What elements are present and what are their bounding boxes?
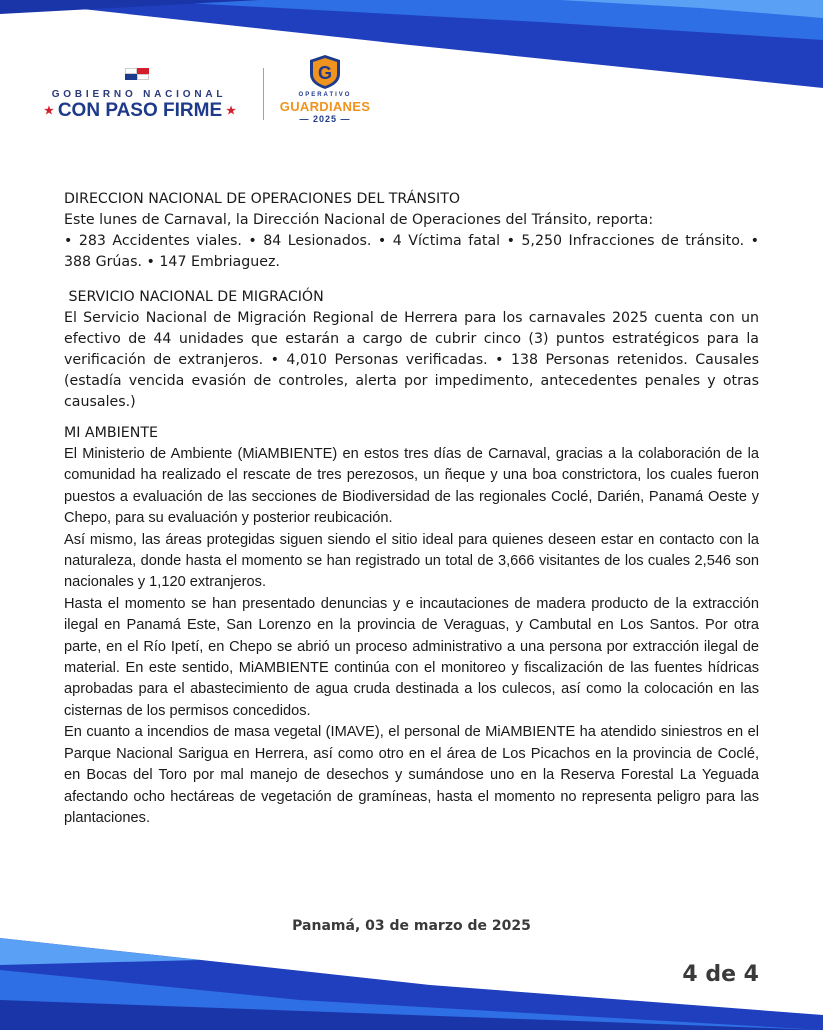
paragraph: Hasta el momento se han presentado denuncias y e incautaciones de madera producto de la extracción ilegal en Panamá Este, San Lorenzo en la provincia de Veraguas, y Cambutal en Los Santos. Por otra parte, en el Río Ipetí, en Chepo se abrió un proceso administrativo a una persona por extracción ilegal de material. En este sentido, MiAMBIENTE continúa con el monitoreo y fiscalización de las fuentes hídricas aprobadas para el abastecimiento de agua cruda destinada a los culecos, así como la colocación en las cisternas de los permisos concedidos. bbox=[64, 595, 759, 719]
logo-divider bbox=[263, 68, 264, 120]
paragraph: En cuanto a incendios de masa vegetal (IMAVE), el personal de MiAMBIENTE ha atendido siniestros en el Parque Nacional Sarigua en Herrera, así como otro en el área de Los Picachos en la provincia de Coclé, en Bocas del Toro por mal manejo de desechos y sumándose uno en la Reserva Forestal La Yeguada afectando ocho hectáreas de vegetación de gramíneas, hasta el momento no representa peligro para las plantaciones. bbox=[64, 724, 759, 826]
section-migracion bbox=[64, 287, 759, 413]
paragraph: Así mismo, las áreas protegidas siguen siendo el sitio ideal para quienes deseen estar en contacto con la naturaleza, donde hasta el momento se han registrado un total de 3,666 visitantes de los cuales 2,546 son nacionales y 1,120 extranjeros. bbox=[64, 531, 759, 591]
con-paso-firme-text bbox=[30, 100, 250, 122]
section-ambiente-heading bbox=[64, 423, 759, 444]
year-label: 2025 bbox=[312, 114, 338, 124]
shield-letter: G bbox=[317, 63, 333, 83]
star-icon: ★ bbox=[43, 105, 54, 118]
document-date: Panamá, 03 de marzo de 2025 bbox=[292, 918, 531, 934]
section-title-ambiente: MI AMBIENTE bbox=[64, 425, 159, 441]
guardianes-shield-icon bbox=[308, 54, 342, 90]
document-body bbox=[64, 189, 759, 829]
guardianes-year: — 2025 — bbox=[299, 114, 351, 124]
con-paso-firme-label: CON PASO FIRME bbox=[57, 100, 223, 121]
section-title-migracion: SERVICIO NACIONAL DE MIGRACIÓN bbox=[64, 289, 324, 305]
guardianes-text: GUARDIANES bbox=[279, 99, 371, 114]
gobierno-nacional-text: GOBIERNO NACIONAL bbox=[51, 89, 227, 100]
section-transito bbox=[64, 189, 759, 273]
paragraph: • 283 Accidentes viales. • 84 Lesionados. • 4 Víctima fatal • 5,250 Infracciones de tránsito. • 388 Grúas. • 147 Embriaguez. bbox=[64, 233, 759, 270]
star-icon: ★ bbox=[226, 105, 237, 118]
gobierno-nacional-logo bbox=[30, 52, 250, 122]
panama-flag-icon bbox=[125, 68, 149, 80]
section-title-transito: DIRECCION NACIONAL DE OPERACIONES DEL TRÁNSITO bbox=[64, 191, 461, 207]
operativo-text: OPERATIVO bbox=[298, 92, 352, 98]
section-ambiente bbox=[64, 444, 759, 829]
paragraph: El Servicio Nacional de Migración Regional de Herrera para los carnavales 2025 cuenta con un efectivo de 44 unidades que estarán a cargo de cubrir cinco (3) puntos estratégicos para la verificación de extranjeros. • 4,010 Personas verificadas. • 138 Personas retenidos. Causales (estadía vencida evasión de controles, alerta por impedimento, antecedentes penales y otras causales.) bbox=[64, 310, 759, 410]
paragraph: El Ministerio de Ambiente (MiAMBIENTE) en estos tres días de Carnaval, gracias a la colaboración de la comunidad ha realizado el rescate de tres perezosos, un ñeque y una boa constrictora, los cuales fueron puestos a evaluación de las secciones de Biodiversidad de las regionales Coclé, Darién, Panamá Oeste y Chepo, para su evaluación y posterior reubicación. bbox=[64, 446, 759, 527]
paragraph: Este lunes de Carnaval, la Dirección Nacional de Operaciones del Tránsito, reporta: bbox=[64, 212, 654, 228]
page-number: 4 de 4 bbox=[682, 962, 759, 987]
